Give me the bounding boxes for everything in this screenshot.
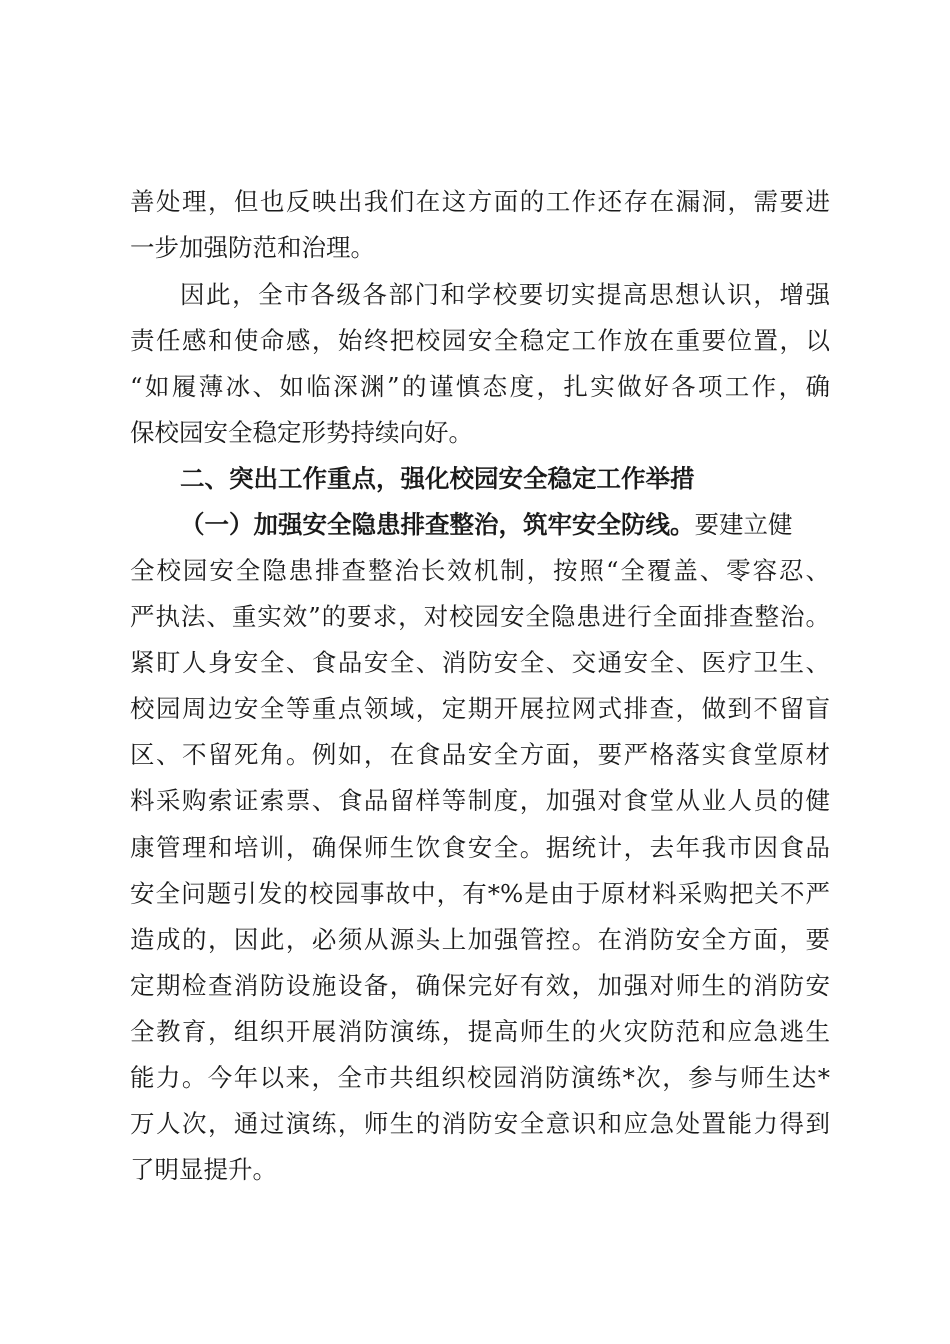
paragraph-1-line-1: 善处理，但也反映出我们在这方面的工作还存在漏洞，需要进 bbox=[130, 187, 830, 216]
body-line: 康管理和培训，确保师生饮食安全。据统计，去年我市因食品 bbox=[130, 833, 830, 862]
subsection-first-line bbox=[180, 505, 793, 545]
body-line: 严执法、重实效”的要求，对校园安全隐患进行全面排查整治。 bbox=[130, 602, 830, 631]
body-line: 万人次，通过演练，师生的消防安全意识和应急处置能力得到 bbox=[130, 1109, 830, 1138]
body-line: 能力。今年以来，全市共组织校园消防演练*次，参与师生达* bbox=[130, 1063, 830, 1092]
paragraph-1-line-2: 一步加强防范和治理。 bbox=[130, 233, 375, 262]
body-line: 紧盯人身安全、食品安全、消防安全、交通安全、医疗卫生、 bbox=[130, 648, 830, 677]
paragraph-2-line-1: 因此，全市各级各部门和学校要切实提高思想认识，增强 bbox=[180, 280, 830, 309]
body-line: 料采购索证索票、食品留样等制度，加强对食堂从业人员的健 bbox=[130, 786, 830, 815]
body-line: 安全问题引发的校园事故中，有*%是由于原材料采购把关不严 bbox=[130, 879, 830, 908]
paragraph-2-line-2: 责任感和使命感，始终把校园安全稳定工作放在重要位置，以 bbox=[130, 326, 830, 355]
body-line: 全教育，组织开展消防演练，提高师生的火灾防范和应急逃生 bbox=[130, 1017, 830, 1046]
body-line: 校园周边安全等重点领域，定期开展拉网式排查，做到不留盲 bbox=[130, 694, 830, 723]
subsection-first-line-rest: 要建立健 bbox=[694, 510, 793, 539]
body-line: 定期检查消防设施设备，确保完好有效，加强对师生的消防安 bbox=[130, 971, 830, 1000]
body-line: 全校园安全隐患排查整治长效机制，按照“全覆盖、零容忍、 bbox=[130, 556, 830, 585]
subsection-heading: （一）加强安全隐患排查整治，筑牢安全防线。 bbox=[180, 510, 695, 539]
body-line: 区、不留死角。例如，在食品安全方面，要严格落实食堂原材 bbox=[130, 740, 830, 769]
section-heading: 二、突出工作重点，强化校园安全稳定工作举措 bbox=[180, 464, 695, 493]
body-line-last: 了明显提升。 bbox=[130, 1155, 277, 1184]
paragraph-2-line-3: “如履薄冰、如临深渊”的谨慎态度，扎实做好各项工作，确 bbox=[130, 372, 830, 401]
paragraph-2-line-4: 保校园安全稳定形势持续向好。 bbox=[130, 418, 473, 447]
body-line: 造成的，因此，必须从源头上加强管控。在消防安全方面，要 bbox=[130, 925, 830, 954]
